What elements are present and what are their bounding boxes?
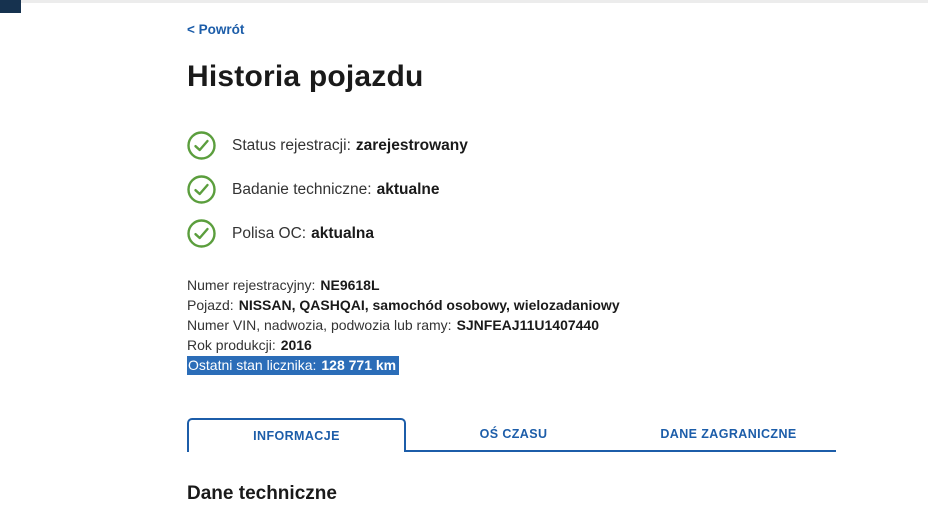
selected-text	[187, 356, 399, 375]
detail-value: 2016	[280, 337, 312, 353]
detail-value: 128 771 km	[321, 357, 397, 373]
tab-informacje[interactable]: INFORMACJE	[187, 418, 406, 452]
detail-row-production-year	[187, 335, 837, 355]
detail-row-odometer	[187, 355, 837, 375]
top-left-corner-fragment	[0, 0, 21, 13]
status-row-registration	[187, 131, 837, 160]
detail-row-vin	[187, 315, 837, 335]
status-value: zarejestrowany	[355, 136, 468, 154]
check-circle-icon	[187, 219, 216, 248]
status-check-list	[187, 131, 837, 248]
detail-value: NISSAN, QASHQAI, samochód osobowy, wielozadaniowy	[238, 297, 620, 313]
detail-value: NE9618L	[320, 277, 380, 293]
status-row-inspection	[187, 175, 837, 204]
check-circle-icon	[187, 175, 216, 204]
back-link[interactable]: < Powrót	[187, 22, 245, 37]
detail-label: Rok produkcji:	[187, 337, 276, 353]
page-title: Historia pojazdu	[187, 60, 424, 93]
detail-label: Numer VIN, nadwozia, podwozia lub ramy:	[187, 317, 452, 333]
detail-row-vehicle	[187, 295, 837, 315]
status-label: Polisa OC:	[232, 224, 307, 242]
tab-dane-zagraniczne[interactable]: DANE ZAGRANICZNE	[621, 418, 836, 452]
detail-value: SJNFEAJ11U1407440	[456, 317, 599, 333]
vehicle-details	[187, 275, 837, 375]
tab-bar	[187, 418, 836, 452]
tab-os-czasu[interactable]: OŚ CZASU	[406, 418, 621, 452]
status-text	[232, 181, 440, 199]
detail-label: Ostatni stan licznika:	[188, 357, 317, 373]
check-circle-icon	[187, 131, 216, 160]
status-row-insurance	[187, 219, 837, 248]
status-text	[232, 137, 468, 155]
status-value: aktualne	[376, 180, 440, 198]
main-content	[187, 0, 837, 505]
status-text	[232, 225, 374, 243]
detail-label: Pojazd:	[187, 297, 234, 313]
status-label: Status rejestracji:	[232, 136, 351, 154]
detail-row-registration-number	[187, 275, 837, 295]
status-value: aktualna	[311, 224, 374, 242]
status-label: Badanie techniczne:	[232, 180, 372, 198]
detail-label: Numer rejestracyjny:	[187, 277, 316, 293]
section-heading: Dane techniczne	[187, 483, 337, 504]
